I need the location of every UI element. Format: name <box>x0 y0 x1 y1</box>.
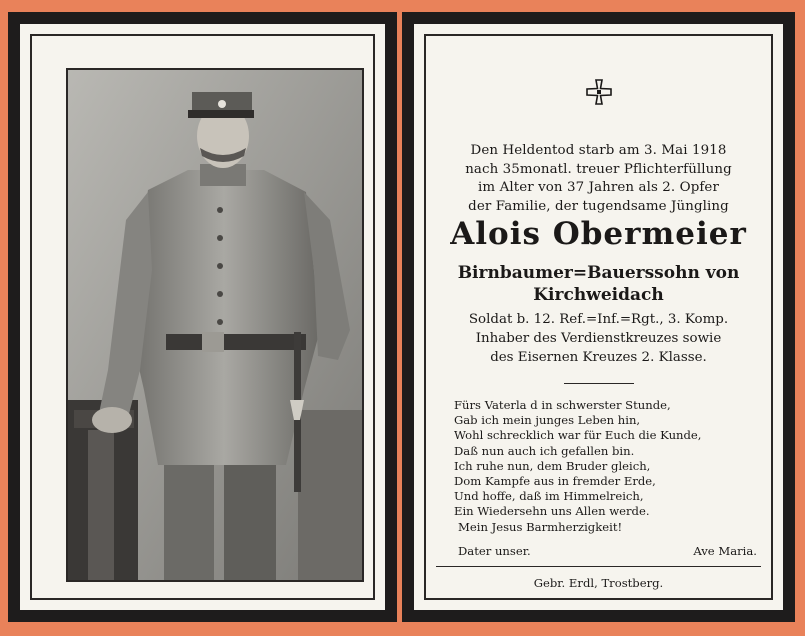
origin <box>428 262 769 306</box>
details-line: Soldat b. 12. Ref.=Inf.=Rgt., 3. Komp. <box>468 312 729 327</box>
intro-line: Den Heldentod starb am 3. Mai 1918 <box>470 143 727 158</box>
prayer-ave-maria: Ave Maria. <box>693 544 757 558</box>
poem-line: Gab ich mein junges Leben hin, <box>454 413 641 428</box>
details-line: Inhaber des Verdienstkreuzes sowie <box>475 331 722 346</box>
intro-line: nach 35monatl. treuer Pflichterfüllung <box>465 161 732 177</box>
poem-line: Ein Wiedersehn uns Allen werde. <box>454 504 650 519</box>
poem-line: Wohl schrecklich war für Euch die Kunde, <box>454 428 702 443</box>
divider <box>564 383 634 384</box>
soldier-photo <box>66 68 364 582</box>
intro-line: im Alter von 37 Jahren als 2. Opfer <box>478 180 719 195</box>
prayer-jesus: Mein Jesus Barmherzigkeit! <box>458 520 623 534</box>
military-details <box>428 310 769 367</box>
poem-line: Ich ruhe nun, dem Bruder gleich, <box>454 458 651 473</box>
iron-cross-icon <box>585 78 613 106</box>
poem-line: Dom Kampfe aus in fremder Erde, <box>454 474 656 489</box>
footer-divider <box>436 566 761 567</box>
left-card-paper <box>20 24 385 610</box>
details-line: des Eisernen Kreuzes 2. Klasse. <box>490 350 707 365</box>
intro-line: der Familie, der tugendsame Jüngling <box>468 198 729 214</box>
deceased-name: Alois Obermeier <box>450 216 747 252</box>
left-card <box>8 12 397 622</box>
right-card-paper <box>414 24 783 610</box>
poem-line: Fürs Vaterla d in schwerster Stunde, <box>454 398 671 412</box>
poem-line: Daß nun auch ich gefallen bin. <box>454 443 635 458</box>
origin-line: Kirchweidach <box>533 285 664 305</box>
poem <box>454 398 759 520</box>
card-text <box>428 34 769 600</box>
death-notice-intro <box>428 142 769 216</box>
prayer-vater-unser: Dater unser. <box>458 544 531 558</box>
right-card <box>402 12 795 622</box>
printer-credit: Gebr. Erdl, Trostberg. <box>533 576 664 590</box>
poem-line: Und hoffe, daß im Himmelreich, <box>454 489 644 504</box>
soldier-portrait-illustration <box>68 70 362 580</box>
origin-line: Birnbaumer=Bauerssohn von <box>457 263 740 283</box>
